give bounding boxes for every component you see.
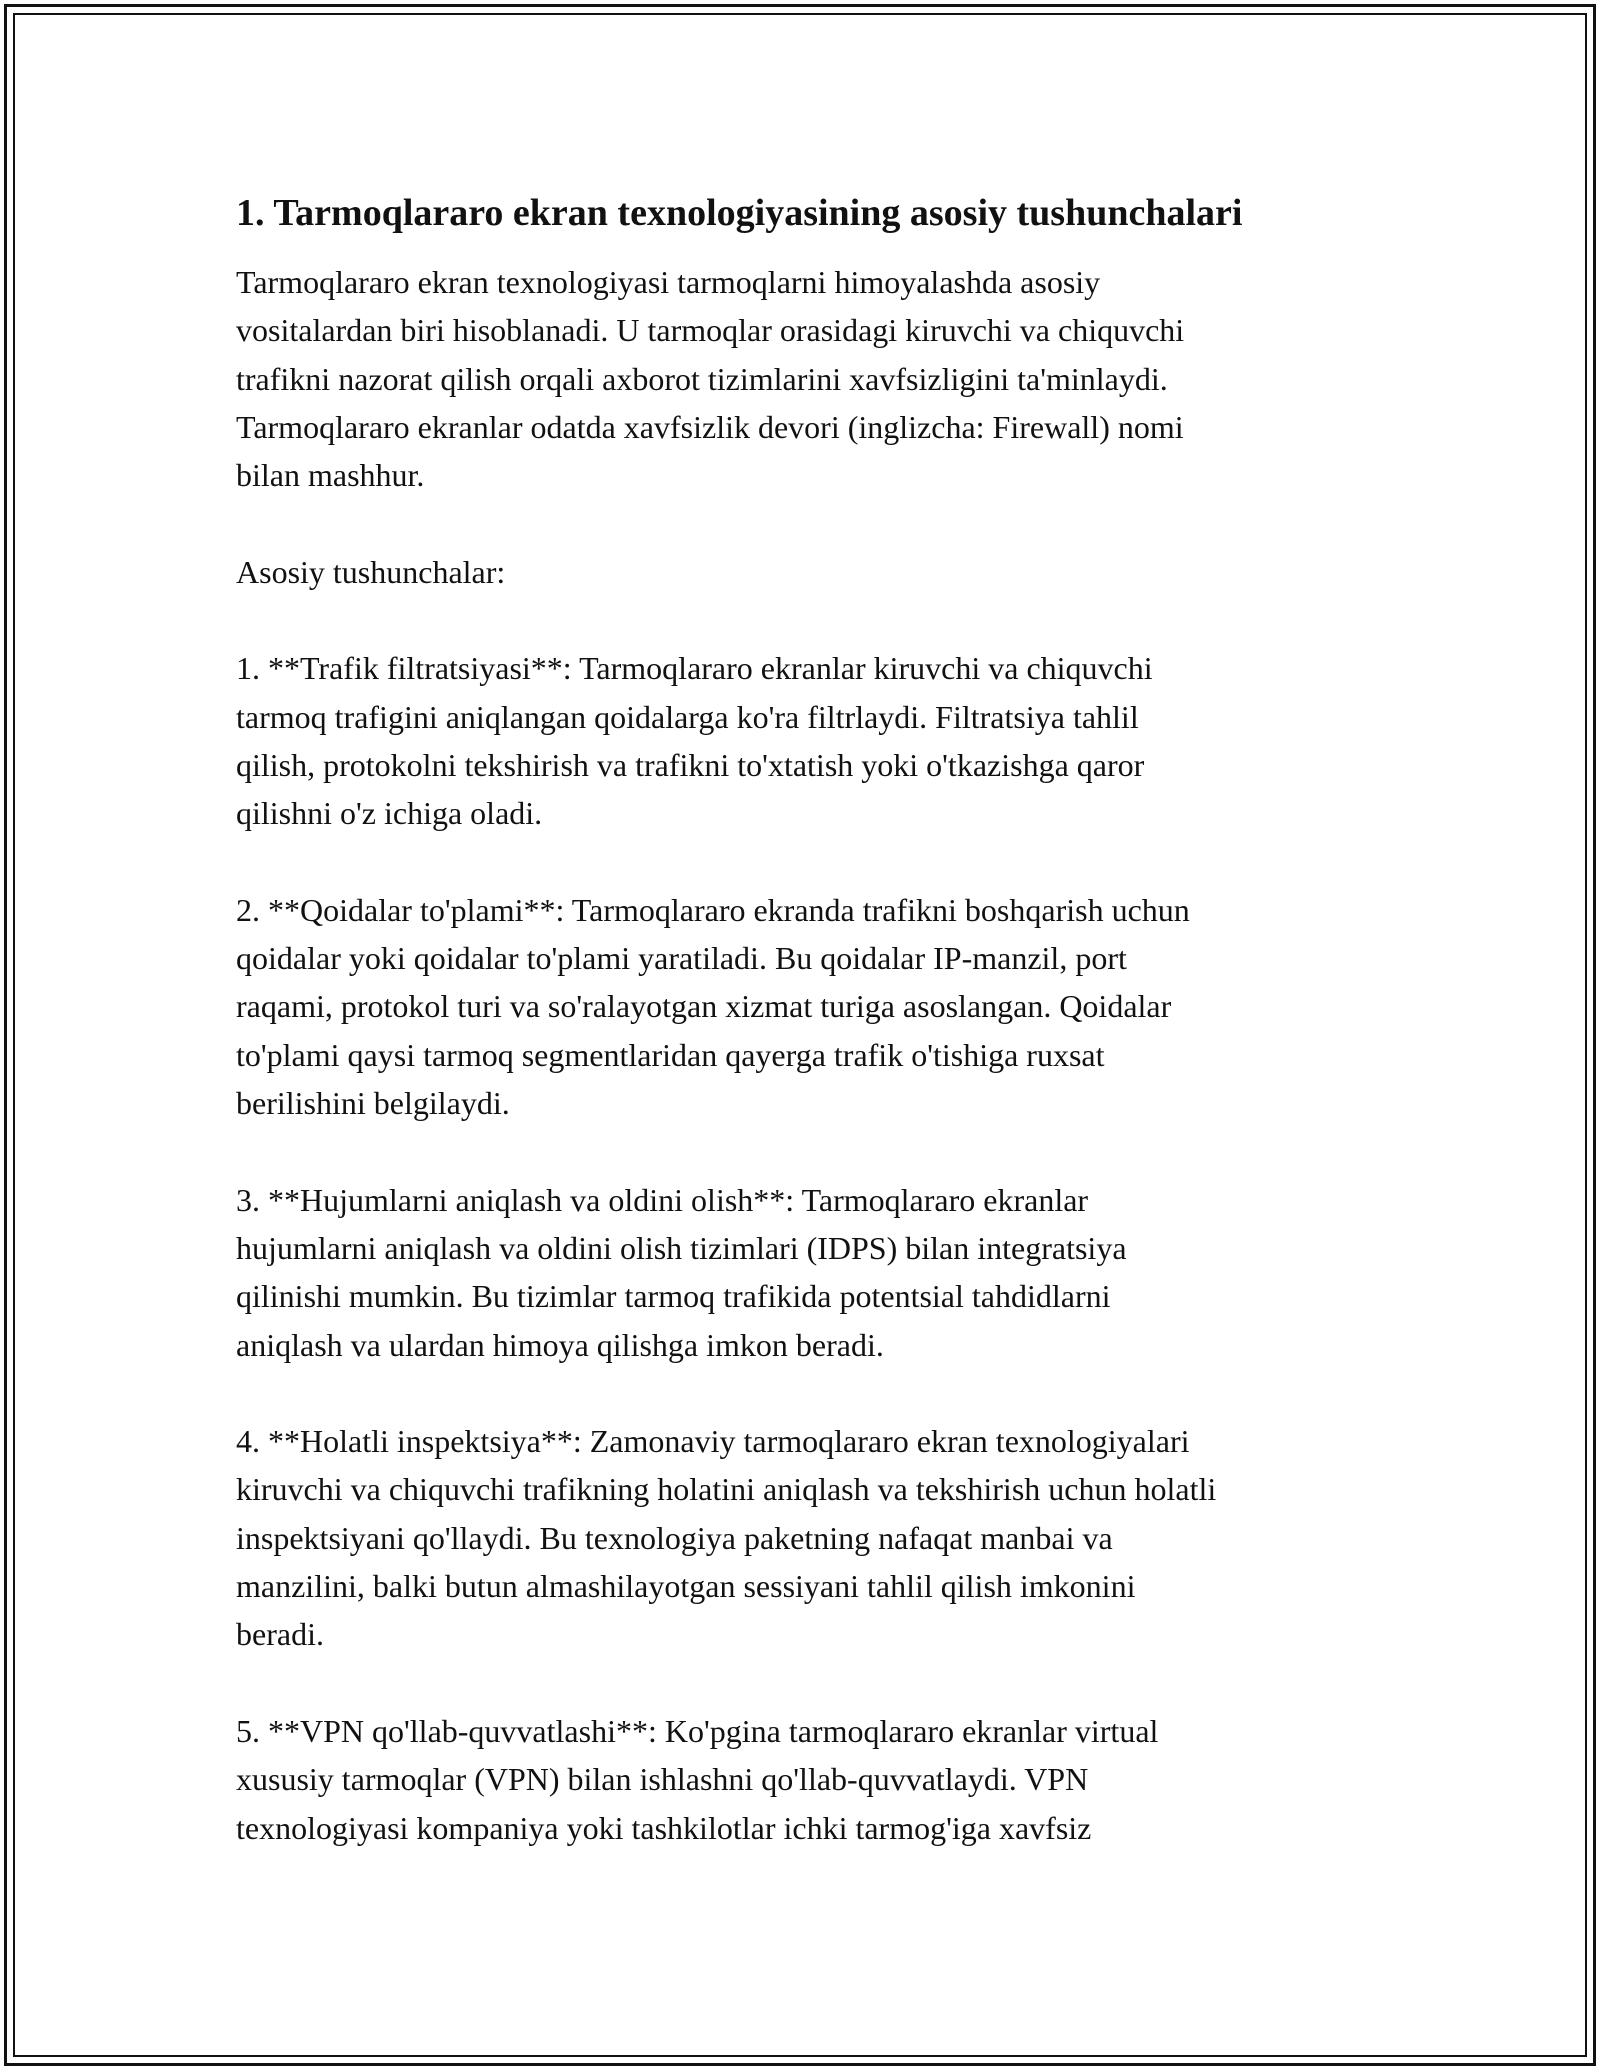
paragraph-gap (236, 1127, 1376, 1175)
text-line: to'plami qaysi tarmoq segmentlaridan qayerga trafik o'tishiga ruxsat (236, 1036, 1105, 1073)
text-line: qoidalar yoki qoidalar to'plami yaratiladi. Bu qoidalar IP-manzil, port (236, 940, 1127, 977)
paragraph-gap (236, 1369, 1376, 1417)
paragraph-gap (236, 596, 1376, 644)
concept-item-3 (236, 1176, 1376, 1369)
text-line: aniqlash va ulardan himoya qilishga imkon beradi. (236, 1326, 884, 1363)
text-line: Tarmoqlararo ekran texnologiyasi tarmoqlarni himoyalashda asosiy (236, 264, 1101, 300)
text-line: Asosiy tushunchalar: (236, 553, 506, 590)
paragraph-gap (236, 838, 1376, 886)
document-title: 1. Tarmoqlararo ekran texnologiyasining asosiy tushunchalari (236, 192, 1243, 234)
concept-item-4 (236, 1417, 1376, 1658)
text-line: vositalardan biri hisoblanadi. U tarmoqlar orasidagi kiruvchi va chiquvchi (236, 312, 1185, 349)
text-line: texnologiyasi kompaniya yoki tashkilotlar ichki tarmog'iga xavfsiz (236, 1809, 1092, 1846)
text-line: inspektsiyani qo'llaydi. Bu texnologiya paketning nafaqat manbai va (236, 1519, 1113, 1556)
intro-paragraph (236, 258, 1376, 499)
text-line: berilishini belgilaydi. (236, 1085, 510, 1122)
paragraph-gap (236, 499, 1376, 547)
text-line: qilish, protokolni tekshirish va trafikni to'xtatish yoki o'tkazishga qaror (236, 746, 1145, 783)
text-line: kiruvchi va chiquvchi trafikning holatini aniqlash va tekshirish uchun holatli (236, 1471, 1217, 1508)
document-body (236, 186, 1376, 1852)
text-line: 1. **Trafik filtratsiyasi**: Tarmoqlararo ekranlar kiruvchi va chiquvchi (236, 650, 1153, 687)
text-line: raqami, protokol turi va so'ralayotgan xizmat turiga asoslangan. Qoidalar (236, 988, 1172, 1025)
text-line: hujumlarni aniqlash va oldini olish tizimlari (IDPS) bilan integratsiya (236, 1229, 1127, 1266)
text-line: 4. **Holatli inspektsiya**: Zamonaviy tarmoqlararo ekran texnologiyalari (236, 1423, 1190, 1460)
text-line: trafikni nazorat qilish orqali axborot tizimlarini xavfsizligini ta'minlaydi. (236, 360, 1168, 397)
concept-item-2 (236, 886, 1376, 1127)
concept-item-5 (236, 1707, 1376, 1852)
text-line: manzilini, balki butun almashilayotgan sessiyani tahlil qilish imkonini (236, 1568, 1136, 1605)
paragraph-gap (236, 1659, 1376, 1707)
text-line: Tarmoqlararo ekranlar odatda xavfsizlik devori (inglizcha: Firewall) nomi (236, 408, 1184, 445)
concept-item-1 (236, 644, 1376, 837)
text-line: qilishni o'z ichiga oladi. (236, 795, 543, 832)
text-line: tarmoq trafigini aniqlangan qoidalarga ko'ra filtrlaydi. Filtratsiya tahlil (236, 698, 1139, 735)
text-line: 5. **VPN qo'llab-quvvatlashi**: Ko'pgina tarmoqlararo ekranlar virtual (236, 1712, 1159, 1749)
text-line: 2. **Qoidalar to'plami**: Tarmoqlararo ekranda trafikni boshqarish uchun (236, 891, 1190, 928)
concepts-heading (236, 548, 1376, 596)
text-line: bilan mashhur. (236, 457, 425, 494)
text-line: qilinishi mumkin. Bu tizimlar tarmoq trafikida potentsial tahdidlarni (236, 1278, 1111, 1315)
text-line: beradi. (236, 1616, 324, 1653)
text-line: 3. **Hujumlarni aniqlash va oldini olish**: Tarmoqlararo ekranlar (236, 1181, 1089, 1218)
text-line: xususiy tarmoqlar (VPN) bilan ishlashni qo'llab-quvvatlaydi. VPN (236, 1761, 1089, 1798)
